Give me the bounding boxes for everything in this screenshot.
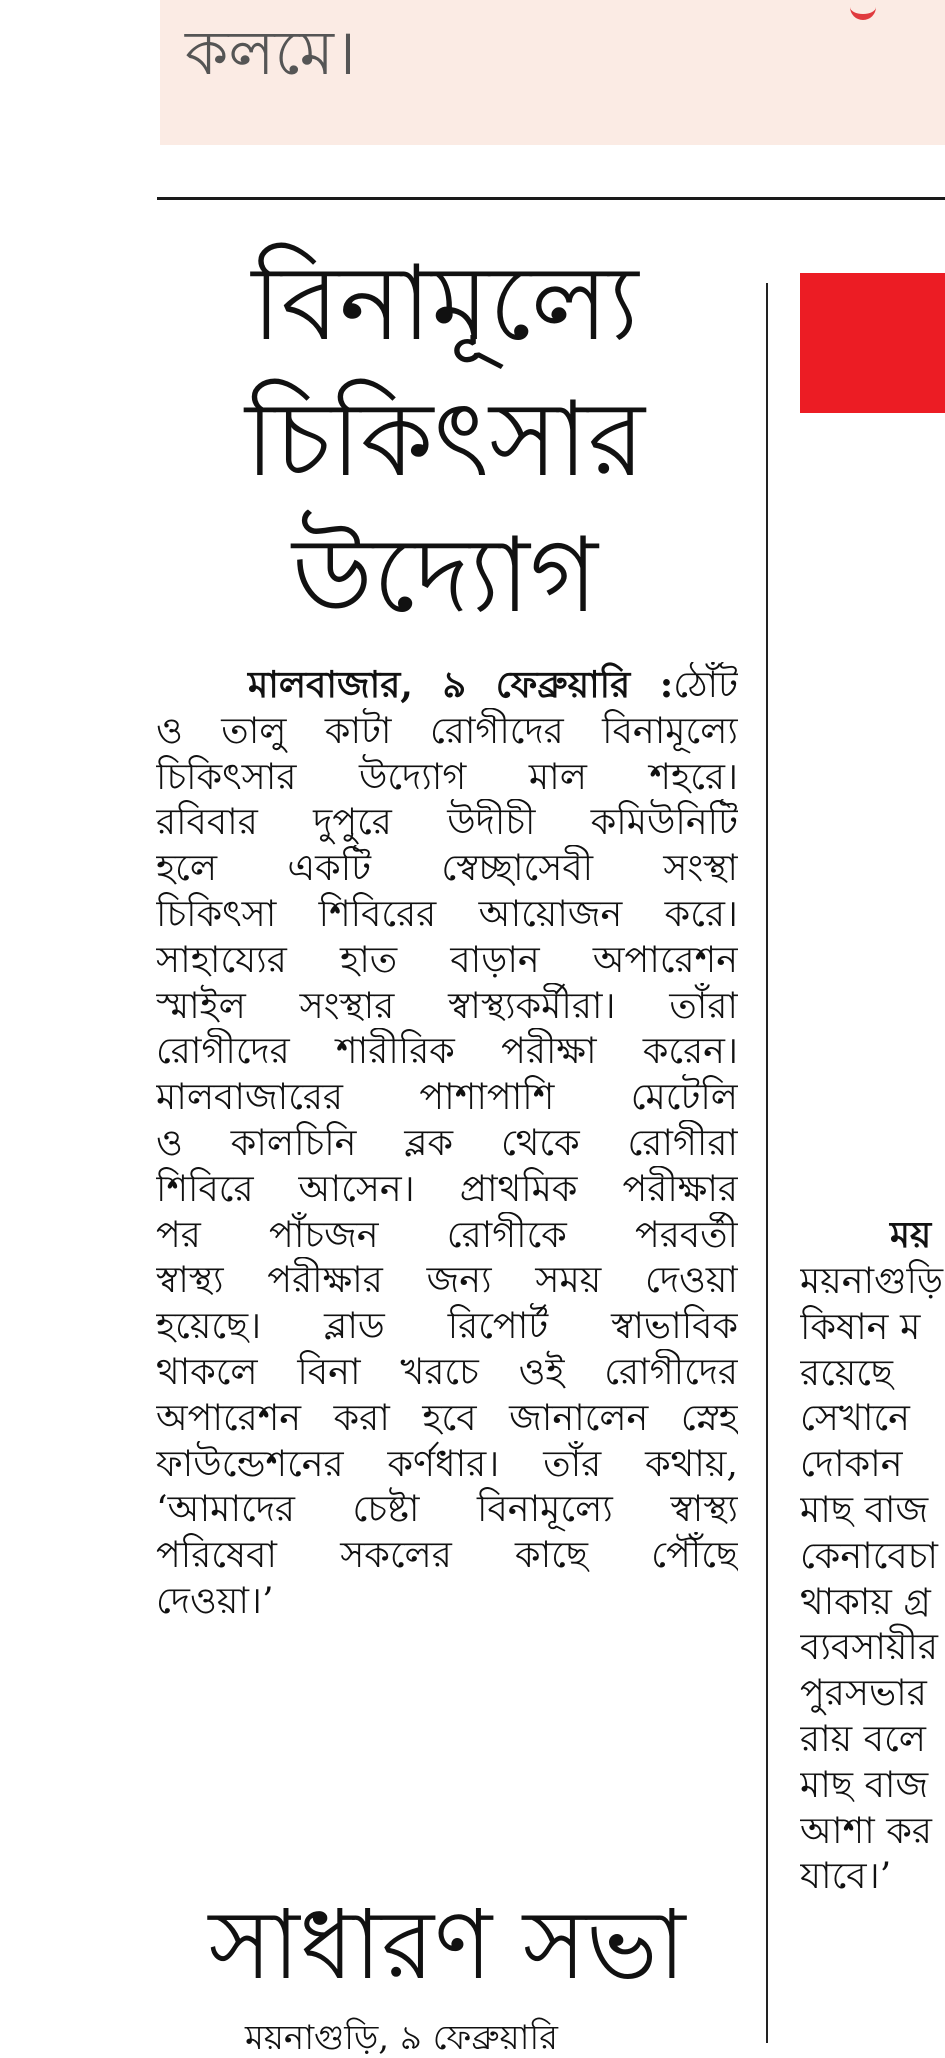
right-body-line: কিষান ম [800, 1304, 921, 1348]
right-body-line: পুরসভার [800, 1671, 927, 1715]
article-headline [160, 235, 730, 643]
body-line: স্মাইল সংস্থার স্বাস্থ্যকর্মীরা। তাঁরা [156, 983, 738, 1027]
headline-line: চিকিৎসার [244, 378, 646, 500]
headline-line: উদ্যোগ [292, 514, 598, 636]
body-line: চিকিৎসার উদ্যোগ মাল শহরে। [156, 754, 738, 798]
red-ad-block [800, 273, 945, 413]
red-glyph-fragment [850, 0, 876, 20]
body-line: ও কালচিনি ব্লক থেকে রোগীরা [156, 1120, 738, 1164]
right-body-line: মাছ বাজ [800, 1762, 929, 1806]
body-line: ‘আমাদের চেষ্টা বিনামূল্যে স্বাস্থ্য [156, 1487, 738, 1531]
body-line: চিকিৎসা শিবিরের আয়োজন করে। [156, 891, 738, 935]
body-line: স্বাস্থ্য পরীক্ষার জন্য সময় দেওয়া [156, 1258, 738, 1302]
body-line: থাকলে বিনা খরচে ওই রোগীদের [156, 1349, 738, 1393]
dateline: মালবাজার, ৯ ফেব্রুয়ারি : [248, 663, 674, 706]
right-body-line: ব্যবসায়ীর [800, 1625, 938, 1669]
right-body-line: রয়েছে [800, 1350, 894, 1394]
right-body-line: কেনাবেচা [800, 1533, 938, 1577]
right-body-line: দোকান [800, 1442, 903, 1486]
body-line: দেওয়া।’ [156, 1578, 274, 1622]
column-divider [766, 283, 768, 2043]
right-body-line: আশা কর [800, 1808, 932, 1852]
body-line: রবিবার দুপুরে উদীচী কমিউনিটি [156, 800, 738, 844]
previous-article-text: কলমে। [185, 16, 357, 89]
article-body [156, 662, 738, 1624]
body-text: ঠোঁট [673, 663, 738, 706]
right-article-heading: ময় [890, 1214, 932, 1256]
second-article-dateline-fragment: ময়নাগুড়ি, ৯ ফেব্রুয়ারি [245, 2018, 558, 2058]
second-article-headline: সাধারণ সভা [208, 1889, 686, 2001]
right-body-line: থাকায় গ্র [800, 1579, 931, 1623]
right-body-line: সেখানে [800, 1396, 910, 1440]
right-article-body [800, 1258, 945, 1899]
right-body-line: রায় বলে [800, 1716, 926, 1760]
body-line: শিবিরে আসেন। প্রাথমিক পরীক্ষার [156, 1166, 738, 1210]
body-line: রোগীদের শারীরিক পরীক্ষা করেন। [156, 1029, 738, 1073]
body-line: পরিষেবা সকলের কাছে পৌঁছে [156, 1533, 738, 1577]
body-line: হয়েছে। ব্লাড রিপোর্ট স্বাভাবিক [156, 1304, 738, 1348]
right-body-line: ময়নাগুড়ি [800, 1259, 944, 1302]
body-line: সাহায্যের হাত বাড়ান অপারেশন [156, 937, 738, 981]
right-body-line: যাবে।’ [800, 1854, 892, 1898]
body-line: অপারেশন করা হবে জানালেন স্নেহ [156, 1395, 738, 1439]
body-line: হলে একটি স্বেচ্ছাসেবী সংস্থা [156, 846, 738, 890]
body-line: পর পাঁচজন রোগীকে পরবর্তী [156, 1212, 738, 1256]
body-line: ও তালু কাটা রোগীদের বিনামূল্যে [156, 708, 738, 752]
headline-line: বিনামূল্যে [251, 242, 639, 364]
body-line: মালবাজারের পাশাপাশি মেটেলি [156, 1075, 738, 1119]
body-line: ফাউন্ডেশনের কর্ণধার। তাঁর কথায়, [156, 1441, 738, 1485]
section-rule [157, 197, 945, 200]
right-body-line: মাছ বাজ [800, 1487, 929, 1531]
body-line [156, 662, 738, 708]
